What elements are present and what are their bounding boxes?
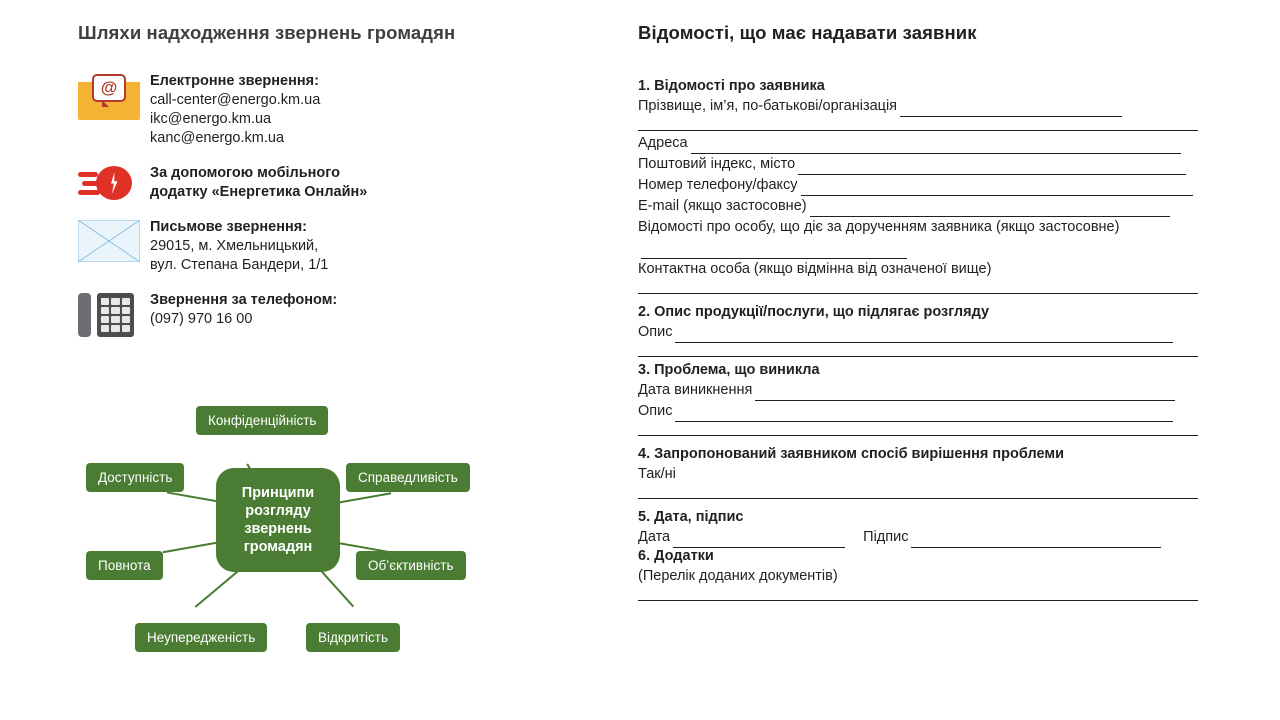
field-date-signature-row: Дата Підпис [638, 527, 1198, 548]
contact-mobile-app [78, 164, 598, 202]
field-email-row: E-mail (якщо застосовне) [638, 196, 1198, 217]
section-3-heading: 3. Проблема, що виникла [638, 362, 820, 378]
contact-postal-address-1: 29015, м. Хмельницький, [150, 238, 319, 254]
mobile-lightning-icon [78, 164, 150, 202]
field-product-description-row: Опис [638, 322, 1198, 343]
section-4-heading: 4. Запропонований заявником спосіб вирішення проблеми [638, 446, 1065, 462]
field-signature-input[interactable] [911, 533, 1161, 548]
field-proxy-person-label: Відомості про особу, що діє за дорученням заявника (якщо застосовне) [638, 217, 1198, 259]
field-postal-city-input[interactable] [798, 160, 1186, 175]
field-product-description-input[interactable] [675, 328, 1173, 343]
contact-email-heading: Електронне звернення: [150, 73, 319, 89]
contact-email-address-1[interactable]: call-center@energo.km.ua [150, 92, 321, 108]
field-contact-person-label: Контактна особа (якщо відмінна від означеної вище) [638, 261, 992, 277]
paper-letter-icon [78, 218, 150, 262]
field-phone-fax-input[interactable] [801, 181, 1193, 196]
contact-mobile-app-heading: За допомогою мобільного [150, 165, 340, 181]
field-email-input[interactable] [810, 202, 1170, 217]
contact-postal-heading: Письмове звернення: [150, 219, 308, 235]
field-proxy-person-input[interactable] [641, 244, 907, 259]
field-full-name-input[interactable] [900, 102, 1122, 117]
field-proposed-solution-row: Так/ні [638, 466, 676, 482]
right-column-title: Відомості, що має надавати заявник [638, 22, 977, 43]
mindmap-node-accessibility[interactable]: Доступність [86, 463, 184, 492]
mindmap-connector [336, 492, 391, 503]
mindmap-node-confidentiality[interactable]: Конфіденційність [196, 406, 328, 435]
mindmap-node-objectivity[interactable]: Об’єктивність [356, 551, 466, 580]
field-product-description-input-continued[interactable] [638, 343, 1198, 357]
contact-phone-heading: Звернення за телефоном: [150, 292, 338, 308]
field-attachments-input[interactable] [638, 587, 1198, 601]
contact-phone [78, 291, 598, 337]
left-column [78, 22, 598, 353]
field-problem-date-row: Дата виникнення [638, 380, 1198, 401]
field-contact-person-input[interactable] [638, 280, 1198, 294]
section-5-heading: 5. Дата, підпис [638, 509, 744, 525]
field-postal-city-row: Поштовий індекс, місто [638, 154, 1198, 175]
field-problem-description-row: Опис [638, 401, 1198, 422]
mindmap-node-fairness[interactable]: Справедливість [346, 463, 470, 492]
field-problem-description-input-continued[interactable] [638, 422, 1198, 436]
principles-mindmap [78, 392, 598, 672]
contact-mobile-app-name: додатку «Енергетика Онлайн» [150, 184, 368, 200]
contact-email-address-2[interactable]: ikc@energo.km.ua [150, 111, 272, 127]
section-2-heading: 2. Опис продукції/послуги, що підлягає розгляду [638, 304, 990, 320]
left-column-title: Шляхи надходження звернень громадян [78, 22, 456, 43]
email-envelope-icon: @ [78, 72, 150, 120]
mindmap-node-impartiality[interactable]: Неупередженість [135, 623, 267, 652]
field-problem-description-input[interactable] [675, 407, 1173, 422]
field-address-input[interactable] [691, 139, 1181, 154]
field-full-name-label: Прізвище, ім’я, по-батькові/організація [638, 96, 1198, 117]
contact-postal [78, 218, 598, 275]
mindmap-node-openness[interactable]: Відкритість [306, 623, 400, 652]
section-1-heading: 1. Відомості про заявника [638, 78, 825, 94]
contact-phone-number[interactable]: (097) 970 16 00 [150, 311, 253, 327]
field-problem-date-input[interactable] [755, 386, 1175, 401]
telephone-icon [78, 291, 150, 337]
section-6-heading: 6. Додатки [638, 548, 714, 564]
right-column [638, 22, 1198, 603]
mindmap-node-completeness[interactable]: Повнота [86, 551, 163, 580]
contact-email-address-3[interactable]: kanc@energo.km.ua [150, 130, 285, 146]
contact-email [78, 72, 598, 148]
field-address-row: Адреса [638, 133, 1198, 154]
mindmap-center-node: Принципи розгляду звернень громадян [216, 468, 340, 572]
field-full-name-input-continued[interactable] [638, 117, 1198, 131]
field-phone-fax-row: Номер телефону/факсу [638, 175, 1198, 196]
field-date-input[interactable] [673, 533, 845, 548]
field-attachments-note: (Перелік доданих документів) [638, 568, 838, 584]
contact-postal-address-2: вул. Степана Бандери, 1/1 [150, 257, 329, 273]
mindmap-connector [163, 542, 218, 553]
field-proposed-solution-input[interactable] [638, 485, 1198, 499]
